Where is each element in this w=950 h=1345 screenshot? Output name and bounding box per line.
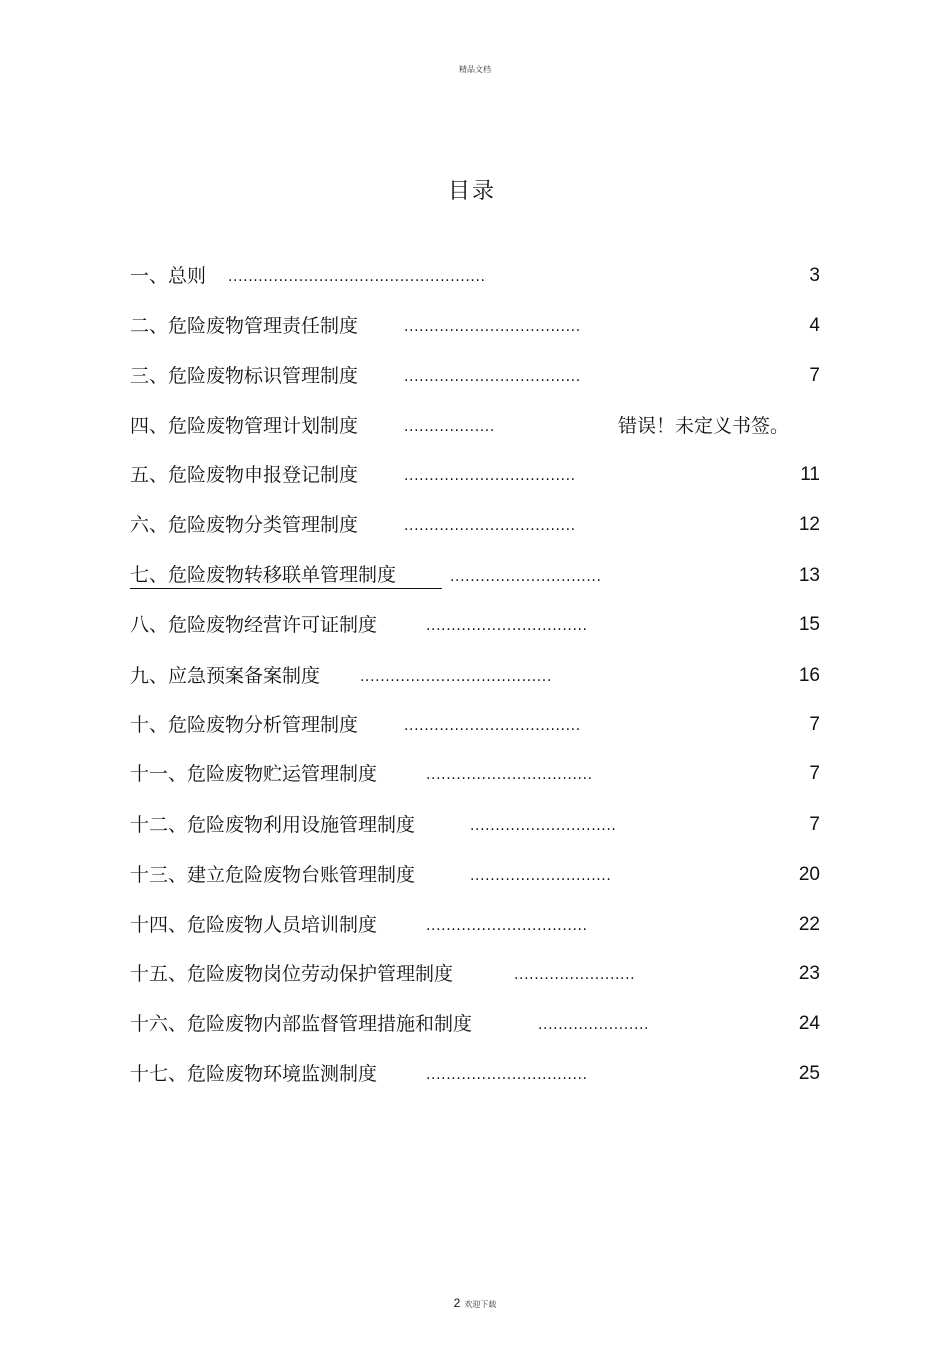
toc-leader-dots: .................................. (404, 518, 576, 534)
toc-entry-label: 三、危险废物标识管理制度 (130, 365, 359, 387)
toc-entry-label: 五、危险废物申报登记制度 (130, 464, 359, 486)
toc-entry-1[interactable] (0, 262, 950, 290)
toc-page-number: 25 (798, 1063, 820, 1084)
toc-entry-label: 九、应急预案备案制度 (130, 665, 321, 687)
toc-leader-dots: .................. (404, 419, 495, 435)
toc-entry-17[interactable] (0, 1060, 950, 1088)
toc-page-number: 4 (809, 315, 820, 336)
header-note: 精品文档 (459, 65, 491, 74)
toc-entry-label: 十五、危险废物岗位劳动保护管理制度 (130, 963, 454, 985)
toc-page-number: 22 (798, 914, 820, 935)
toc-entry-label: 十六、危险废物内部监督管理措施和制度 (130, 1013, 473, 1035)
toc-entry-8[interactable] (0, 611, 950, 639)
footer-note: 欢迎下载 (464, 1300, 497, 1309)
toc-page-number: 15 (798, 614, 820, 635)
toc-entry-12[interactable] (0, 811, 950, 839)
toc-title: 目录 (447, 179, 496, 204)
toc-page-number: 7 (809, 763, 820, 784)
toc-entry-11[interactable] (0, 760, 950, 788)
toc-entry-5[interactable] (0, 461, 950, 489)
toc-leader-dots: ................................... (404, 718, 581, 734)
toc-leader-dots: ................................ (426, 918, 588, 934)
toc-entry-label: 六、危险废物分类管理制度 (130, 514, 359, 536)
toc-page-number: 20 (798, 864, 820, 885)
toc-leader-dots: .............................. (450, 569, 602, 585)
toc-entry-2[interactable] (0, 312, 950, 340)
toc-page-number: 7 (809, 714, 820, 735)
toc-page-number: 7 (809, 365, 820, 386)
toc-page-number: 16 (798, 665, 820, 686)
toc-page-number: 11 (800, 464, 820, 485)
page-footer (0, 1292, 950, 1311)
toc-page-number: 12 (798, 514, 820, 535)
toc-leader-dots: ................................... (404, 319, 581, 335)
toc-entry-16[interactable] (0, 1010, 950, 1038)
toc-page-number: 23 (798, 963, 820, 984)
toc-leader-dots: ................................. (426, 767, 593, 783)
toc-leader-dots: ........................ (514, 967, 636, 983)
toc-entry-13[interactable] (0, 861, 950, 889)
toc-entry-label: 十七、危险废物环境监测制度 (130, 1063, 378, 1085)
toc-entry-label: 四、危险废物管理计划制度 (130, 415, 359, 437)
toc-entry-6[interactable] (0, 511, 950, 539)
toc-entry-label: 八、危险废物经营许可证制度 (130, 614, 378, 636)
toc-leader-dots: ................................ (426, 1067, 588, 1083)
toc-entry-15[interactable] (0, 960, 950, 988)
toc-entry-14[interactable] (0, 911, 950, 939)
toc-page-number: 3 (809, 265, 820, 286)
toc-entry-label: 十三、建立危险废物台账管理制度 (130, 864, 416, 886)
toc-leader-dots: ................................................... (228, 269, 486, 285)
toc-entry-10[interactable] (0, 711, 950, 739)
toc-entry-9[interactable] (0, 662, 950, 690)
footer-page-number: 2 (453, 1296, 461, 1310)
toc-leader-dots: ................................ (426, 618, 588, 634)
toc-entry-label: 十、危险废物分析管理制度 (130, 714, 359, 736)
toc-page-number: 7 (809, 814, 820, 835)
toc-leader-dots: ............................. (470, 818, 617, 834)
toc-entry-label: 一、总则 (130, 265, 207, 287)
toc-leader-dots: .................................. (404, 468, 576, 484)
toc-leader-dots: ............................ (470, 868, 612, 884)
toc-entry-label: 十一、危险废物贮运管理制度 (130, 763, 378, 785)
toc-entry-7[interactable] (0, 562, 950, 590)
toc-bookmark-error: 错误！未定义书签。 (618, 415, 790, 437)
toc-page-number: 24 (798, 1013, 820, 1034)
toc-entry-4[interactable] (0, 412, 950, 440)
toc-entry-label: 二、危险废物管理责任制度 (130, 315, 359, 337)
toc-entry-label: 十四、危险废物人员培训制度 (130, 914, 378, 936)
toc-leader-dots: ...................... (538, 1017, 650, 1033)
toc-entry-3[interactable] (0, 362, 950, 390)
toc-entry-label: 十二、危险废物利用设施管理制度 (130, 814, 416, 836)
toc-leader-dots: ...................................... (360, 669, 552, 685)
toc-leader-dots: ................................... (404, 369, 581, 385)
toc-entry-label-link[interactable]: 七、危险废物转移联单管理制度 (130, 562, 442, 589)
toc-page-number: 13 (798, 565, 820, 586)
